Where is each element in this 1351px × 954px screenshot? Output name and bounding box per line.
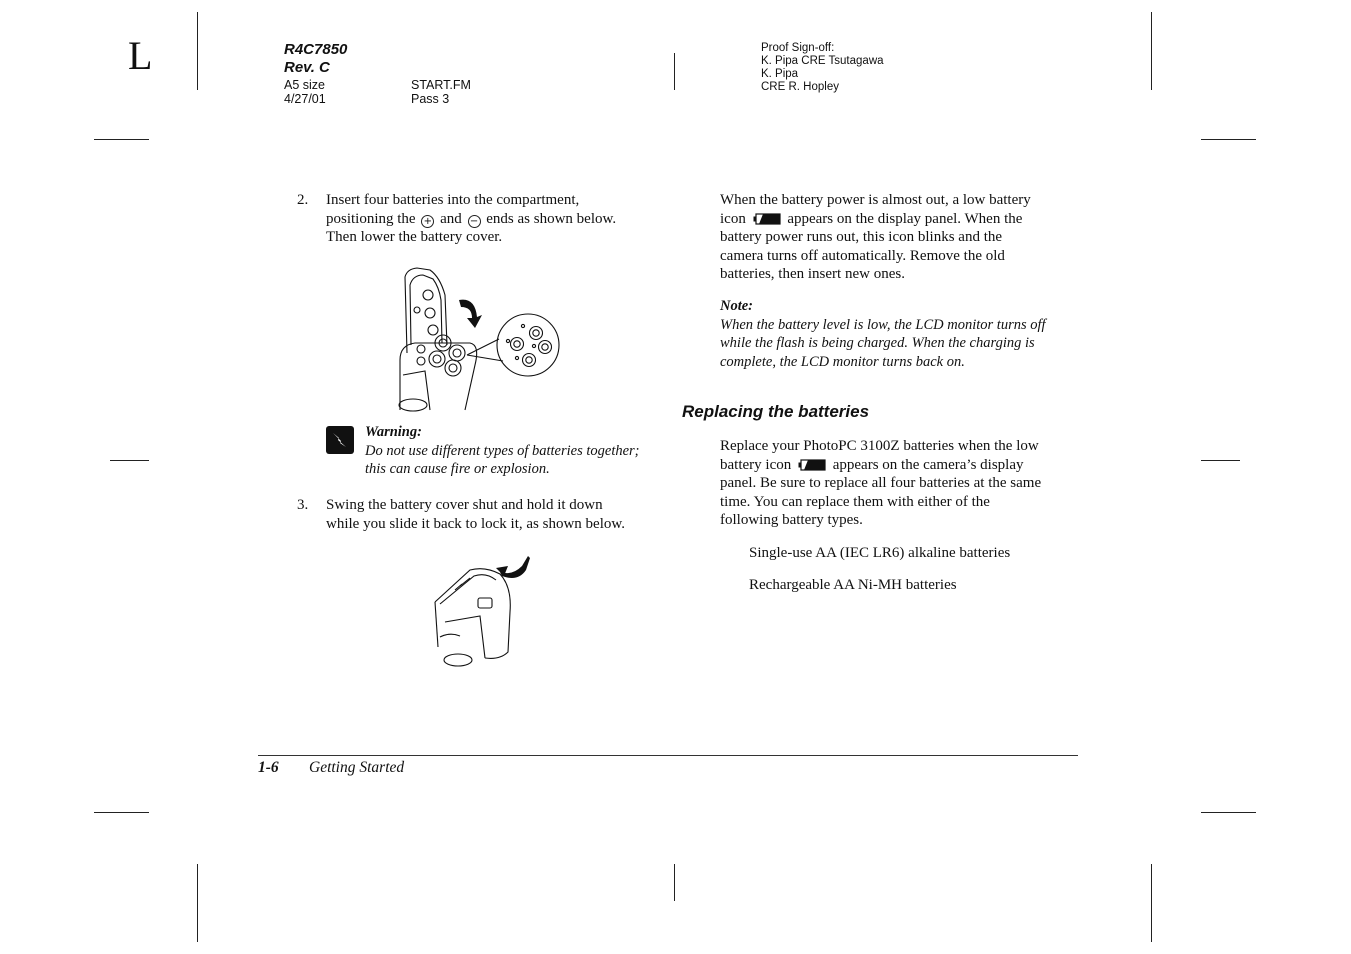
text-line: panel. Be sure to replace all four batteries at the same [720,475,1042,491]
list-item: Single-use AA (IEC LR6) alkaline batteries [749,545,1011,561]
doc-header [284,41,347,77]
note-text: When the battery level is low, the LCD monitor turns off [720,316,1046,333]
warning-text: this can cause fire or explosion. [365,461,550,477]
text-line: camera turns off automatically. Remove the old [720,247,1005,264]
text-span: appears on the camera’s display [832,456,1024,473]
step-number: 3. [297,497,309,513]
proof-line: K. Pipa CRE Tsutagawa [761,55,884,67]
note-block [720,297,1085,371]
text-line: Insert four batteries into the compartment, [326,192,580,208]
doc-revision: Rev. C [284,59,330,76]
doc-file: START.FM [411,78,471,92]
text-span: battery icon [720,456,792,473]
text-line: Swing the battery cover shut and hold it down [326,497,603,513]
text-line: battery power runs out, this icon blinks and the [720,229,1003,245]
proof-line: K. Pipa [761,68,799,80]
plus-terminal-icon: + [421,215,434,228]
text-line: Replace your PhotoPC 3100Z batteries when the low [720,438,1039,454]
doc-date: 4/27/01 [284,92,326,106]
section-title: Getting Started [309,759,405,776]
list-item: Rechargeable AA Ni-MH batteries [749,577,957,593]
text-span: appears on the display panel. When the [787,210,1023,227]
text-line: following battery types. [720,512,863,528]
crop-mark [94,812,149,813]
crop-mark [197,12,198,90]
crop-mark [1201,460,1240,461]
warning-block [365,423,665,479]
minus-terminal-icon: − [468,215,481,228]
cover-close-illustration [430,552,540,667]
warning-title: Warning: [365,424,422,440]
step-2-text [326,191,666,247]
page-side-letter: L [128,33,153,78]
low-battery-icon [753,213,781,225]
page-number: 1-6 [258,759,279,776]
crop-mark [197,864,198,942]
text-line: When the battery power is almost out, a low battery [720,192,1031,208]
text-span: ends as shown below. [486,210,617,227]
text-span: icon [720,210,746,227]
step-number: 2. [297,192,309,208]
text-line: batteries, then insert new ones. [720,266,905,282]
text-line [326,210,666,229]
crop-mark [674,53,675,90]
crop-mark [1151,864,1152,942]
low-battery-icon [798,459,826,471]
section-heading: Replacing the batteries [682,402,870,421]
crop-mark [1201,812,1256,813]
text-line: while you slide it back to lock it, as shown below. [326,515,625,532]
note-text: while the flash is being charged. When the charging is [720,335,1035,351]
battery-insert-illustration [395,265,565,415]
doc-code: R4C7850 [284,41,348,58]
replace-batteries-paragraph [720,437,1085,530]
text-line [720,210,1085,229]
crop-mark [94,139,149,140]
text-line [720,456,1085,475]
low-battery-paragraph [720,191,1085,284]
note-title: Note: [720,298,754,314]
text-line: time. You can replace them with either of the [720,493,990,510]
warning-text: Do not use different types of batteries together; [365,442,640,459]
warning-icon [326,426,354,454]
doc-pass: Pass 3 [411,92,450,106]
crop-mark [674,864,675,901]
footer-rule [258,755,1078,756]
note-text: complete, the LCD monitor turns back on. [720,353,965,370]
proof-title: Proof Sign-off: [761,42,835,54]
text-line: Then lower the battery cover. [326,229,503,245]
crop-mark [1151,12,1152,90]
text-span: positioning the [326,210,416,227]
doc-size: A5 size [284,78,325,92]
crop-mark [1201,139,1256,140]
step-3-text [326,496,666,533]
crop-mark [110,460,149,461]
proof-line: CRE R. Hopley [761,81,839,93]
text-span: and [440,210,462,227]
proof-signoff [761,42,884,94]
